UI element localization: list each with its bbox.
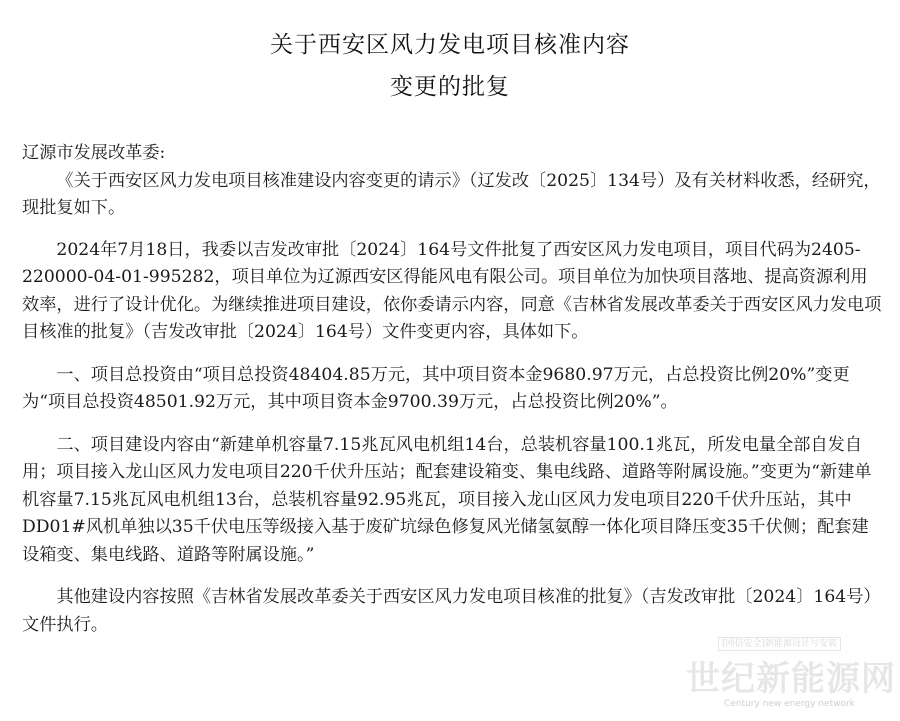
paragraph-construction-change: 二、项目建设内容由“新建单机容量7.15兆瓦风电机组14台，总装机容量100.1兆瓦，所发电量全部自发自用；项目接入龙山区风力发电项目220千伏升压站；配套建设箱变、集电线路、道路等附属设施。”变更为“新建单机容量7.15兆瓦风电机组13台，总装机容量92.95兆瓦，项目接入龙山区风力发电项目220千伏升压站，其中DD01#风机单独以35千伏电压等级接入基于废矿坑绿色修复风光储氢氨醇一体化项目降压变35千伏侧；配套建设箱变、集电线路、道路等附属设施。” (22, 434, 872, 565)
paragraph-other-content: 其他建设内容按照《吉林省发展改革委关于西安区风力发电项目核准的批复》（吉发改审批〔2024〕164号）文件执行。 (22, 587, 881, 635)
watermark-stamp: [网信安全]新能源设计与安装 (718, 637, 841, 651)
document-body (22, 140, 882, 639)
watermark-subtitle: Century new energy network (724, 699, 855, 709)
paragraph-request-received: 《关于西安区风力发电项目核准建设内容变更的请示》（辽发改〔2025〕134号）及有关材料收悉，经研究，现批复如下。 (22, 170, 881, 218)
paragraph-background: 2024年7月18日，我委以吉发改审批〔2024〕164号文件批复了西安区风力发电项目，项目代码为2405-220000-04-01-995282，项目单位为辽源西安区得能风电有限公司。项目单位为加快项目落地、提高资源利用效率，进行了设计优化。为继续推进项目建设，依你委请示内容，同意《吉林省发展改革委关于西安区风力发电项目核准的批复》（吉发改审批〔2024〕164号）文件变更内容，具体如下。 (22, 239, 882, 342)
watermark-logo: 世纪新能源网 (686, 659, 896, 699)
document-title-line1: 关于西安区风力发电项目核准内容 (270, 32, 630, 58)
paragraph-investment-change: 一、项目总投资由“项目总投资48404.85万元，其中项目资本金9680.97万元，占总投资比例20%”变更为“项目总投资48501.92万元，其中项目资本金9700.39万元，占总投资比例20%”。 (22, 364, 850, 412)
salutation: 辽源市发展改革委: (22, 143, 166, 163)
document-title-line2: 变更的批复 (390, 74, 510, 100)
